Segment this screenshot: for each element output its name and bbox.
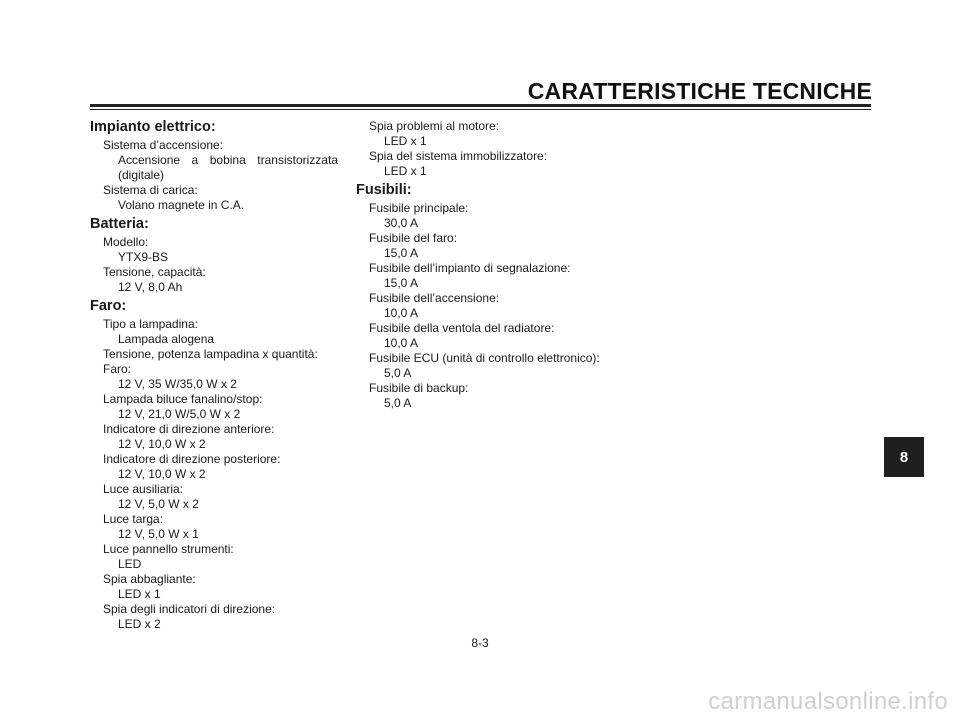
- spec-value: Accensione a bobina transistorizzata: [118, 153, 338, 167]
- spec-value: LED x 1: [384, 134, 427, 148]
- spec-value: 12 V, 8,0 Ah: [118, 280, 183, 294]
- spec-value: 12 V, 10,0 W x 2: [118, 467, 206, 481]
- spec-value: 15,0 A: [384, 276, 419, 290]
- watermark: carmanualsonline.info: [708, 688, 948, 715]
- spec-value: YTX9-BS: [118, 250, 169, 264]
- spec-label: Tensione, capacità:: [103, 265, 206, 279]
- spec-label: Fusibile della ventola del radiatore:: [369, 321, 555, 335]
- spec-value: 12 V, 35 W/35,0 W x 2: [118, 377, 237, 391]
- spec-value: LED x 2: [118, 617, 161, 631]
- spec-label: Fusibile principale:: [369, 201, 469, 215]
- spec-label: Sistema d’accensione:: [103, 138, 224, 152]
- chapter-tab: 8: [884, 437, 924, 477]
- left-column: [90, 119, 350, 632]
- spec-label: Fusibile di backup:: [369, 381, 469, 395]
- spec-value: (digitale): [118, 168, 165, 182]
- spec-label: Indicatore di direzione anteriore:: [103, 422, 275, 436]
- spec-value: Lampada alogena: [118, 332, 215, 346]
- page-number: 8-3: [471, 636, 489, 650]
- spec-label: Spia abbagliante:: [103, 572, 196, 586]
- spec-label: Faro:: [103, 362, 132, 376]
- spec-value: LED x 1: [118, 587, 161, 601]
- spec-value: LED: [118, 557, 142, 571]
- spec-label: Fusibile del faro:: [369, 231, 458, 245]
- spec-value: 30,0 A: [384, 216, 419, 230]
- section-title-batteria: Batteria:: [90, 216, 149, 232]
- spec-label: Tensione, potenza lampadina x quantità:: [103, 347, 318, 361]
- section-title-fusibili: Fusibili:: [356, 182, 412, 198]
- spec-label: Spia degli indicatori di direzione:: [103, 602, 276, 616]
- spec-label: Fusibile dell’impianto di segnalazione:: [369, 261, 571, 275]
- header-rule-thin: [90, 109, 871, 110]
- spec-value: 12 V, 5,0 W x 1: [118, 527, 199, 541]
- spec-value: 5,0 A: [384, 366, 412, 380]
- spec-value: 10,0 A: [384, 306, 419, 320]
- spec-value: 12 V, 10,0 W x 2: [118, 437, 206, 451]
- header-rule-thick: [90, 104, 871, 107]
- spec-value: 10,0 A: [384, 336, 419, 350]
- page-title: CARATTERISTICHE TECNICHE: [527, 78, 872, 104]
- section-title-faro: Faro:: [90, 298, 127, 314]
- spec-label: Indicatore di direzione posteriore:: [103, 452, 281, 466]
- spec-label: Spia problemi al motore:: [369, 119, 500, 133]
- spec-label: Luce targa:: [103, 512, 164, 526]
- spec-value: 15,0 A: [384, 246, 419, 260]
- spec-value: LED x 1: [384, 164, 427, 178]
- spec-value: 12 V, 5,0 W x 2: [118, 497, 199, 511]
- spec-value: Volano magnete in C.A.: [118, 198, 245, 212]
- spec-label: Modello:: [103, 235, 149, 249]
- spec-value: 5,0 A: [384, 396, 412, 410]
- spec-label: Fusibile dell’accensione:: [369, 291, 500, 305]
- spec-label: Sistema di carica:: [103, 183, 198, 197]
- spec-label: Tipo a lampadina:: [103, 317, 198, 331]
- spec-label: Lampada biluce fanalino/stop:: [103, 392, 263, 406]
- spec-label: Luce pannello strumenti:: [103, 542, 234, 556]
- spec-value: 12 V, 21,0 W/5,0 W x 2: [118, 407, 241, 421]
- right-column: [356, 119, 656, 411]
- spec-label: Luce ausiliaria:: [103, 482, 184, 496]
- spec-label: Spia del sistema immobilizzatore:: [369, 149, 548, 163]
- spec-label: Fusibile ECU (unità di controllo elettronico):: [369, 351, 600, 365]
- section-title-impianto: Impianto elettrico:: [90, 119, 216, 135]
